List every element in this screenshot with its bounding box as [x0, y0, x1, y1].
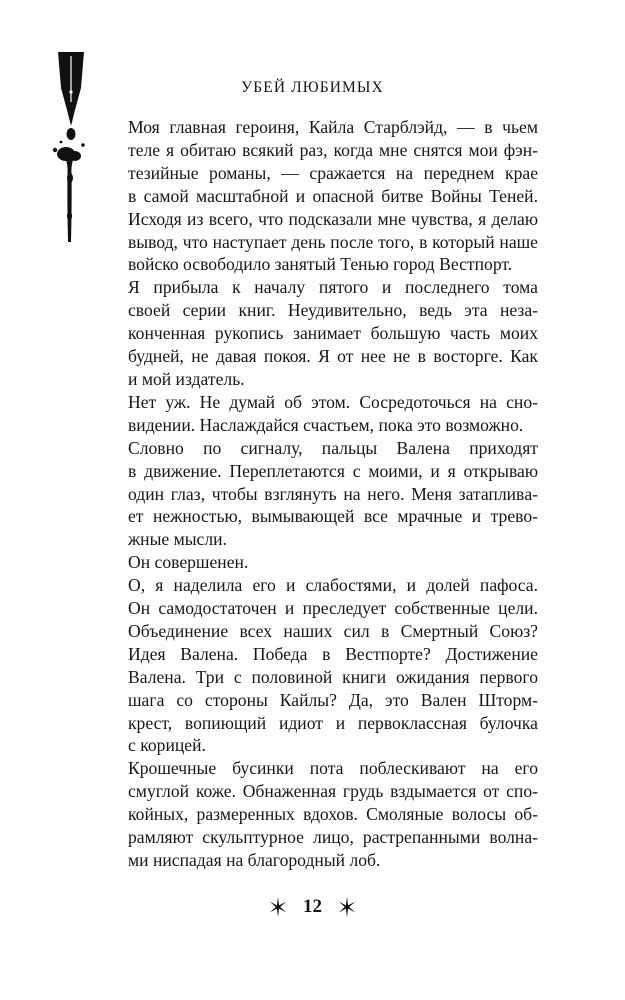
paragraph [101, 551, 538, 574]
paragraph [101, 757, 538, 872]
body-text [101, 116, 538, 872]
star-icon [267, 896, 289, 918]
text-line: Исходя из всего, что подсказали мне чувства, я делаю [128, 208, 538, 229]
page-footer [0, 896, 625, 918]
text-line: Валена. Три с половиной книги ожидания первого [128, 666, 538, 687]
text-line: своей серии книг. Неудивительно, ведь эта неза- [128, 300, 538, 321]
paragraph [101, 437, 538, 552]
text-line: крест, вопиющий идиот и первоклассная булочка [128, 712, 538, 733]
running-head: УБЕЙ ЛЮБИМЫХ [241, 79, 384, 96]
text-line: Я прибыла к началу пятого и последнего тома [128, 277, 538, 298]
text-line: Он совершенен. [128, 552, 249, 573]
text-line: Нет уж. Не думай об этом. Сосредоточься на сно- [128, 391, 538, 412]
text-line: смуглой коже. Обнаженная грудь вздымается от спо- [128, 781, 538, 802]
fountain-pen-ink-icon [44, 46, 98, 246]
text-line: вывод, что наступает день после того, в который наше [128, 231, 538, 252]
paragraph [101, 276, 538, 391]
page-number: 12 [303, 896, 322, 917]
text-line: шага со стороны Кайлы? Да, это Вален Шторм- [128, 689, 538, 710]
paragraph [101, 574, 538, 757]
text-line: рамляют скульптурное лицо, растрепанными волна- [128, 827, 538, 848]
text-line: ми ниспадая на благородный лоб. [128, 850, 381, 870]
text-line: Словно по сигналу, пальцы Валена приходят [128, 437, 538, 458]
text-line: Крошечные бусинки пота поблескивают на его [128, 758, 538, 779]
text-line: видении. Наслаждайся счастьем, пока это возможно. [128, 414, 524, 435]
text-line: Идея Валена. Победа в Вестпорте? Достижение [128, 643, 538, 664]
text-line: в движение. Переплетаются с моими, и я открываю [128, 460, 538, 481]
text-line: койных, размеренных вдохов. Смоляные волосы об- [128, 804, 538, 825]
text-line: О, я наделила его и слабостями, и долей пафоса. [128, 575, 538, 596]
paragraph [101, 391, 538, 437]
text-line: войско освободило занятый Тенью город Вестпорт. [128, 254, 513, 275]
text-line: Объединение всех наших сил в Смертный Союз? [128, 620, 538, 641]
text-line: тезийные романы, — сражается на переднем крае [128, 162, 538, 183]
text-line: будней, не давая покоя. Я от нее не в восторге. Как [128, 346, 538, 367]
text-line: и мой издатель. [128, 368, 245, 389]
text-line: Он самодостаточен и преследует собственные цели. [128, 598, 538, 619]
text-line: конченная рукопись занимает большую часть моих [128, 323, 538, 344]
text-line: ет нежностью, вымывающей все мрачные и трево- [128, 506, 538, 527]
text-line: теле я обитаю всякий раз, когда мне снятся мои фэн- [128, 139, 538, 160]
text-line: в самой масштабной и опасной битве Войны Теней. [128, 185, 538, 206]
paragraph [101, 116, 538, 276]
text-line: жные мысли. [128, 529, 227, 550]
text-line: с корицей. [128, 735, 206, 756]
star-icon [336, 896, 358, 918]
text-line: Моя главная героиня, Кайла Старблэйд, — в чьем [128, 117, 538, 137]
text-line: один глаз, чтобы взглянуть на него. Меня затапливa- [128, 483, 538, 504]
